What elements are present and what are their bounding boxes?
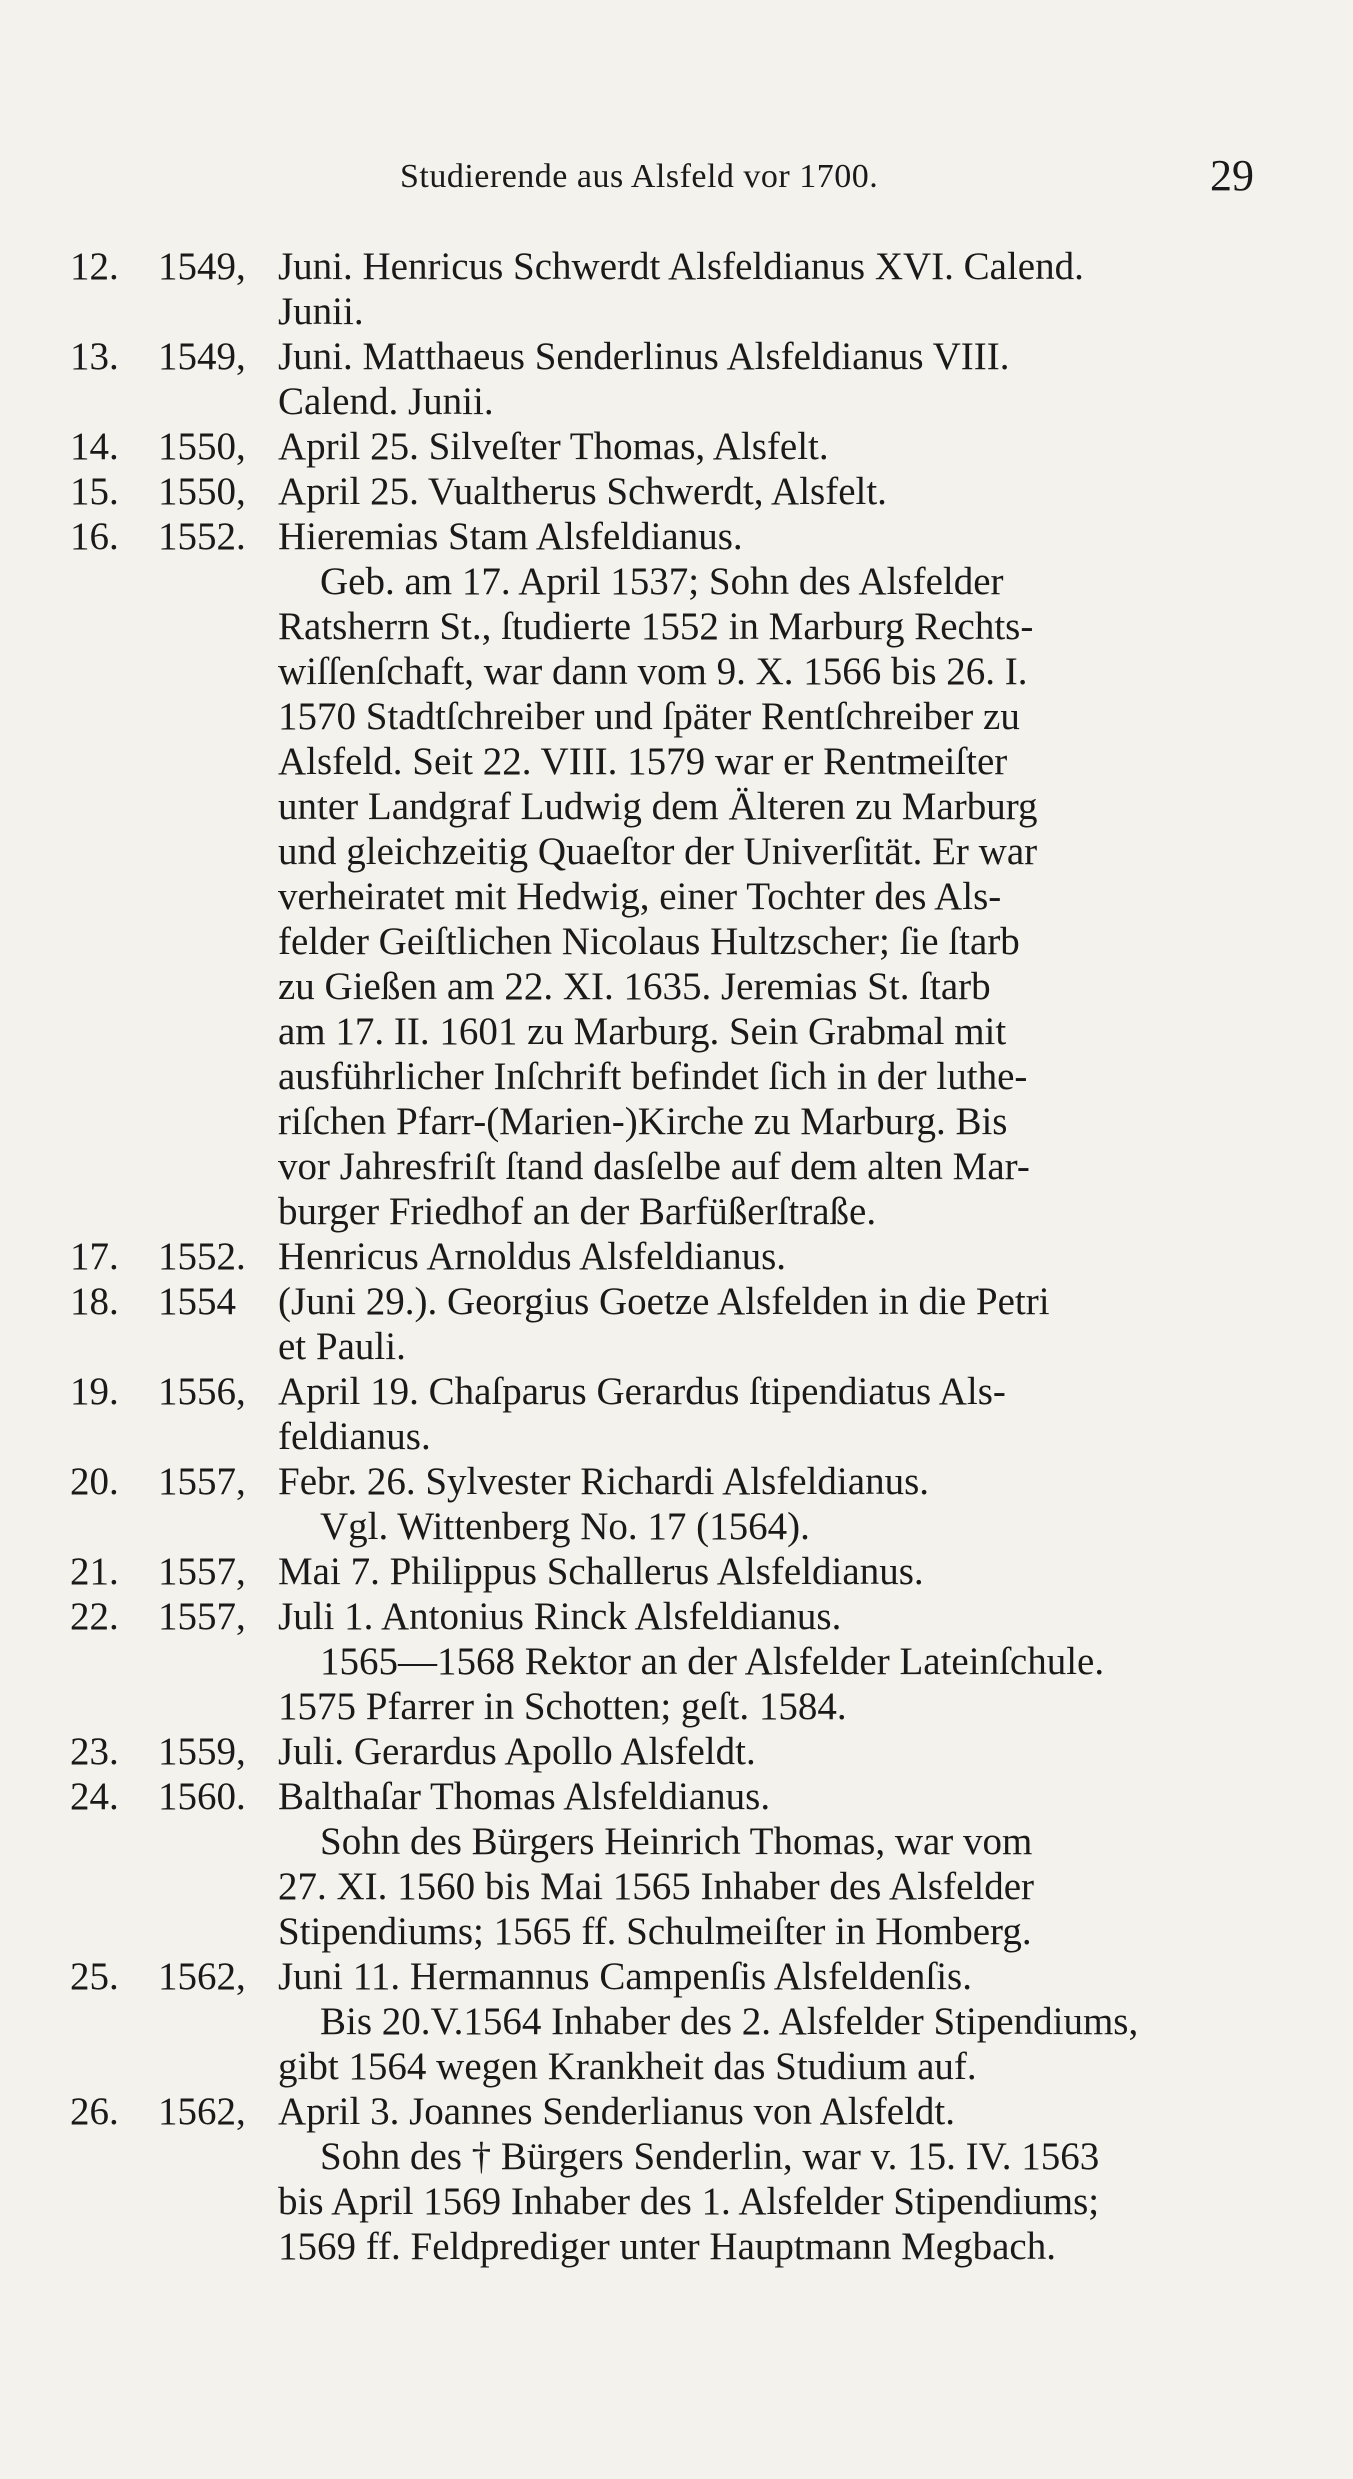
entry-note-line <box>0 964 1353 1009</box>
entry-line <box>0 2089 1353 2134</box>
entry-note-line <box>0 694 1353 739</box>
entry-note-line <box>0 1639 1353 1684</box>
entry-line <box>0 1459 1353 1504</box>
continuation-text: feldianus. <box>278 1415 431 1458</box>
entry-number: 20. <box>70 1460 119 1503</box>
entry-year: 1557, <box>158 1550 246 1593</box>
entry-year: 1557, <box>158 1460 246 1503</box>
entry-note-line <box>0 1504 1353 1549</box>
entry-note-line <box>0 919 1353 964</box>
entry-continuation <box>0 379 1353 424</box>
entry-number: 19. <box>70 1370 119 1413</box>
entry-year: 1549, <box>158 335 246 378</box>
entry-note-line <box>0 559 1353 604</box>
entry-text: Juli 1. Antonius Rinck Alsfeldianus. <box>278 1595 842 1638</box>
entry-year: 1552. <box>158 515 246 558</box>
note-text: 1565—1568 Rektor an der Alsfelder Lateinſchule. <box>320 1640 1105 1683</box>
entry-line <box>0 514 1353 559</box>
entry-line <box>0 1594 1353 1639</box>
continuation-text: et Pauli. <box>278 1325 406 1368</box>
entry-continuation <box>0 1324 1353 1369</box>
note-text: Alsfeld. Seit 22. VIII. 1579 war er Rentmeiſter <box>278 740 1008 783</box>
entry-text: Mai 7. Philippus Schallerus Alsfeldianus. <box>278 1550 924 1593</box>
note-text: Vgl. Wittenberg No. 17 (1564). <box>320 1505 810 1548</box>
running-header <box>0 150 1353 200</box>
entry-note-line <box>0 784 1353 829</box>
entry-note-line <box>0 1819 1353 1864</box>
note-text: 1569 ff. Feldprediger unter Hauptmann Megbach. <box>278 2225 1056 2268</box>
entry-text: Balthaſar Thomas Alsfeldianus. <box>278 1775 771 1818</box>
entry-note-line <box>0 1144 1353 1189</box>
note-text: Sohn des † Bürgers Senderlin, war v. 15. IV. 1563 <box>320 2135 1100 2178</box>
entry-text: Juni. Henricus Schwerdt Alsfeldianus XVI. Calend. <box>278 245 1084 288</box>
entry-note-line <box>0 1999 1353 2044</box>
entry-note-line <box>0 1684 1353 1729</box>
entry-text: Henricus Arnoldus Alsfeldianus. <box>278 1235 787 1278</box>
entry-note-line <box>0 2134 1353 2179</box>
entry-year: 1562, <box>158 2090 246 2133</box>
note-text: bis April 1569 Inhaber des 1. Alsfelder Stipendiums; <box>278 2180 1100 2223</box>
entry-line <box>0 1954 1353 1999</box>
entry-note-line <box>0 1864 1353 1909</box>
entry-text: Juli. Gerardus Apollo Alsfeldt. <box>278 1730 756 1773</box>
entry-number: 18. <box>70 1280 119 1323</box>
entry-continuation <box>0 289 1353 334</box>
note-text: Bis 20.V.1564 Inhaber des 2. Alsfelder Stipendiums, <box>320 2000 1139 2043</box>
page-number: 29 <box>1210 151 1254 200</box>
entry-note-line <box>0 2044 1353 2089</box>
note-text: felder Geiſtlichen Nicolaus Hultzscher; ſie ſtarb <box>278 920 1020 963</box>
note-text: Sohn des Bürgers Heinrich Thomas, war vom <box>320 1820 1033 1863</box>
entry-note-line <box>0 1054 1353 1099</box>
entry-year: 1559, <box>158 1730 246 1773</box>
entry-number: 16. <box>70 515 119 558</box>
note-text: unter Landgraf Ludwig dem Älteren zu Marburg <box>278 785 1038 828</box>
entry-text: April 19. Chaſparus Gerardus ſtipendiatus Als- <box>278 1370 1006 1413</box>
entry-note-line <box>0 1009 1353 1054</box>
entry-line <box>0 1774 1353 1819</box>
entry-text: April 25. Vualtherus Schwerdt, Alsfelt. <box>278 470 887 513</box>
entry-line <box>0 334 1353 379</box>
entry-number: 15. <box>70 470 119 513</box>
entry-text: April 25. Silveſter Thomas, Alsfelt. <box>278 425 829 468</box>
entry-number: 26. <box>70 2090 119 2133</box>
entry-line <box>0 1729 1353 1774</box>
entry-text: Febr. 26. Sylvester Richardi Alsfeldianus. <box>278 1460 930 1503</box>
entry-number: 24. <box>70 1775 119 1818</box>
entry-year: 1562, <box>158 1955 246 1998</box>
entry-note-line <box>0 1189 1353 1234</box>
note-text: vor Jahresfriſt ſtand dasſelbe auf dem alten Mar- <box>278 1145 1030 1188</box>
entry-number: 17. <box>70 1235 119 1278</box>
running-title: Studierende aus Alsfeld vor 1700. <box>400 158 879 195</box>
entry-year: 1556, <box>158 1370 246 1413</box>
note-text: 1575 Pfarrer in Schotten; geſt. 1584. <box>278 1685 847 1728</box>
entry-note-line <box>0 1909 1353 1954</box>
note-text: burger Friedhof an der Barfüßerſtraße. <box>278 1190 877 1233</box>
entry-year: 1550, <box>158 425 246 468</box>
entry-year: 1554 <box>158 1280 236 1323</box>
entry-year: 1552. <box>158 1235 246 1278</box>
note-text: verheiratet mit Hedwig, einer Tochter des Als- <box>278 875 1002 918</box>
entry-line <box>0 244 1353 289</box>
entry-note-line <box>0 604 1353 649</box>
entry-year: 1560. <box>158 1775 246 1818</box>
entry-list <box>0 244 1353 2269</box>
entry-note-line <box>0 739 1353 784</box>
entry-line <box>0 1549 1353 1594</box>
entry-note-line <box>0 649 1353 694</box>
entry-year: 1550, <box>158 470 246 513</box>
entry-note-line <box>0 874 1353 919</box>
entry-number: 13. <box>70 335 119 378</box>
entry-number: 14. <box>70 425 119 468</box>
note-text: Geb. am 17. April 1537; Sohn des Alsfelder <box>320 560 1004 603</box>
entry-line <box>0 1279 1353 1324</box>
note-text: 27. XI. 1560 bis Mai 1565 Inhaber des Alsfelder <box>278 1865 1035 1908</box>
entry-text: April 3. Joannes Senderlianus von Alsfeldt. <box>278 2090 955 2133</box>
entry-year: 1557, <box>158 1595 246 1638</box>
note-text: wiſſenſchaft, war dann vom 9. X. 1566 bis 26. I. <box>278 650 1028 693</box>
entry-number: 23. <box>70 1730 119 1773</box>
entry-number: 22. <box>70 1595 119 1638</box>
note-text: riſchen Pfarr-(Marien-)Kirche zu Marburg. Bis <box>278 1100 1008 1143</box>
entry-note-line <box>0 2224 1353 2269</box>
entry-note-line <box>0 829 1353 874</box>
entry-continuation <box>0 1414 1353 1459</box>
entry-note-line <box>0 2179 1353 2224</box>
entry-text: Juni. Matthaeus Senderlinus Alsfeldianus VIII. <box>278 335 1010 378</box>
continuation-text: Calend. Junii. <box>278 380 494 423</box>
note-text: und gleichzeitig Quaeſtor der Univerſität. Er war <box>278 830 1038 873</box>
entry-text: Hieremias Stam Alsfeldianus. <box>278 515 743 558</box>
entry-line <box>0 1369 1353 1414</box>
entry-note-line <box>0 1099 1353 1144</box>
entry-text: (Juni 29.). Georgius Goetze Alsfelden in die Petri <box>278 1280 1050 1323</box>
note-text: 1570 Stadtſchreiber und ſpäter Rentſchreiber zu <box>278 695 1020 738</box>
entry-number: 12. <box>70 245 119 288</box>
entry-line <box>0 469 1353 514</box>
note-text: am 17. II. 1601 zu Marburg. Sein Grabmal mit <box>278 1010 1007 1053</box>
note-text: Stipendiums; 1565 ff. Schulmeiſter in Homberg. <box>278 1910 1032 1953</box>
entry-number: 21. <box>70 1550 119 1593</box>
note-text: ausführlicher Inſchrift befindet ſich in der luthe- <box>278 1055 1028 1098</box>
note-text: zu Gießen am 22. XI. 1635. Jeremias St. ſtarb <box>278 965 991 1008</box>
note-text: gibt 1564 wegen Krankheit das Studium auf. <box>278 2045 977 2088</box>
entry-line <box>0 424 1353 469</box>
entry-text: Juni 11. Hermannus Campenſis Alsfeldenſis. <box>278 1955 972 1998</box>
note-text: Ratsherrn St., ſtudierte 1552 in Marburg Rechts- <box>278 605 1034 648</box>
continuation-text: Junii. <box>278 290 364 333</box>
entry-year: 1549, <box>158 245 246 288</box>
entry-number: 25. <box>70 1955 119 1998</box>
entry-line <box>0 1234 1353 1279</box>
